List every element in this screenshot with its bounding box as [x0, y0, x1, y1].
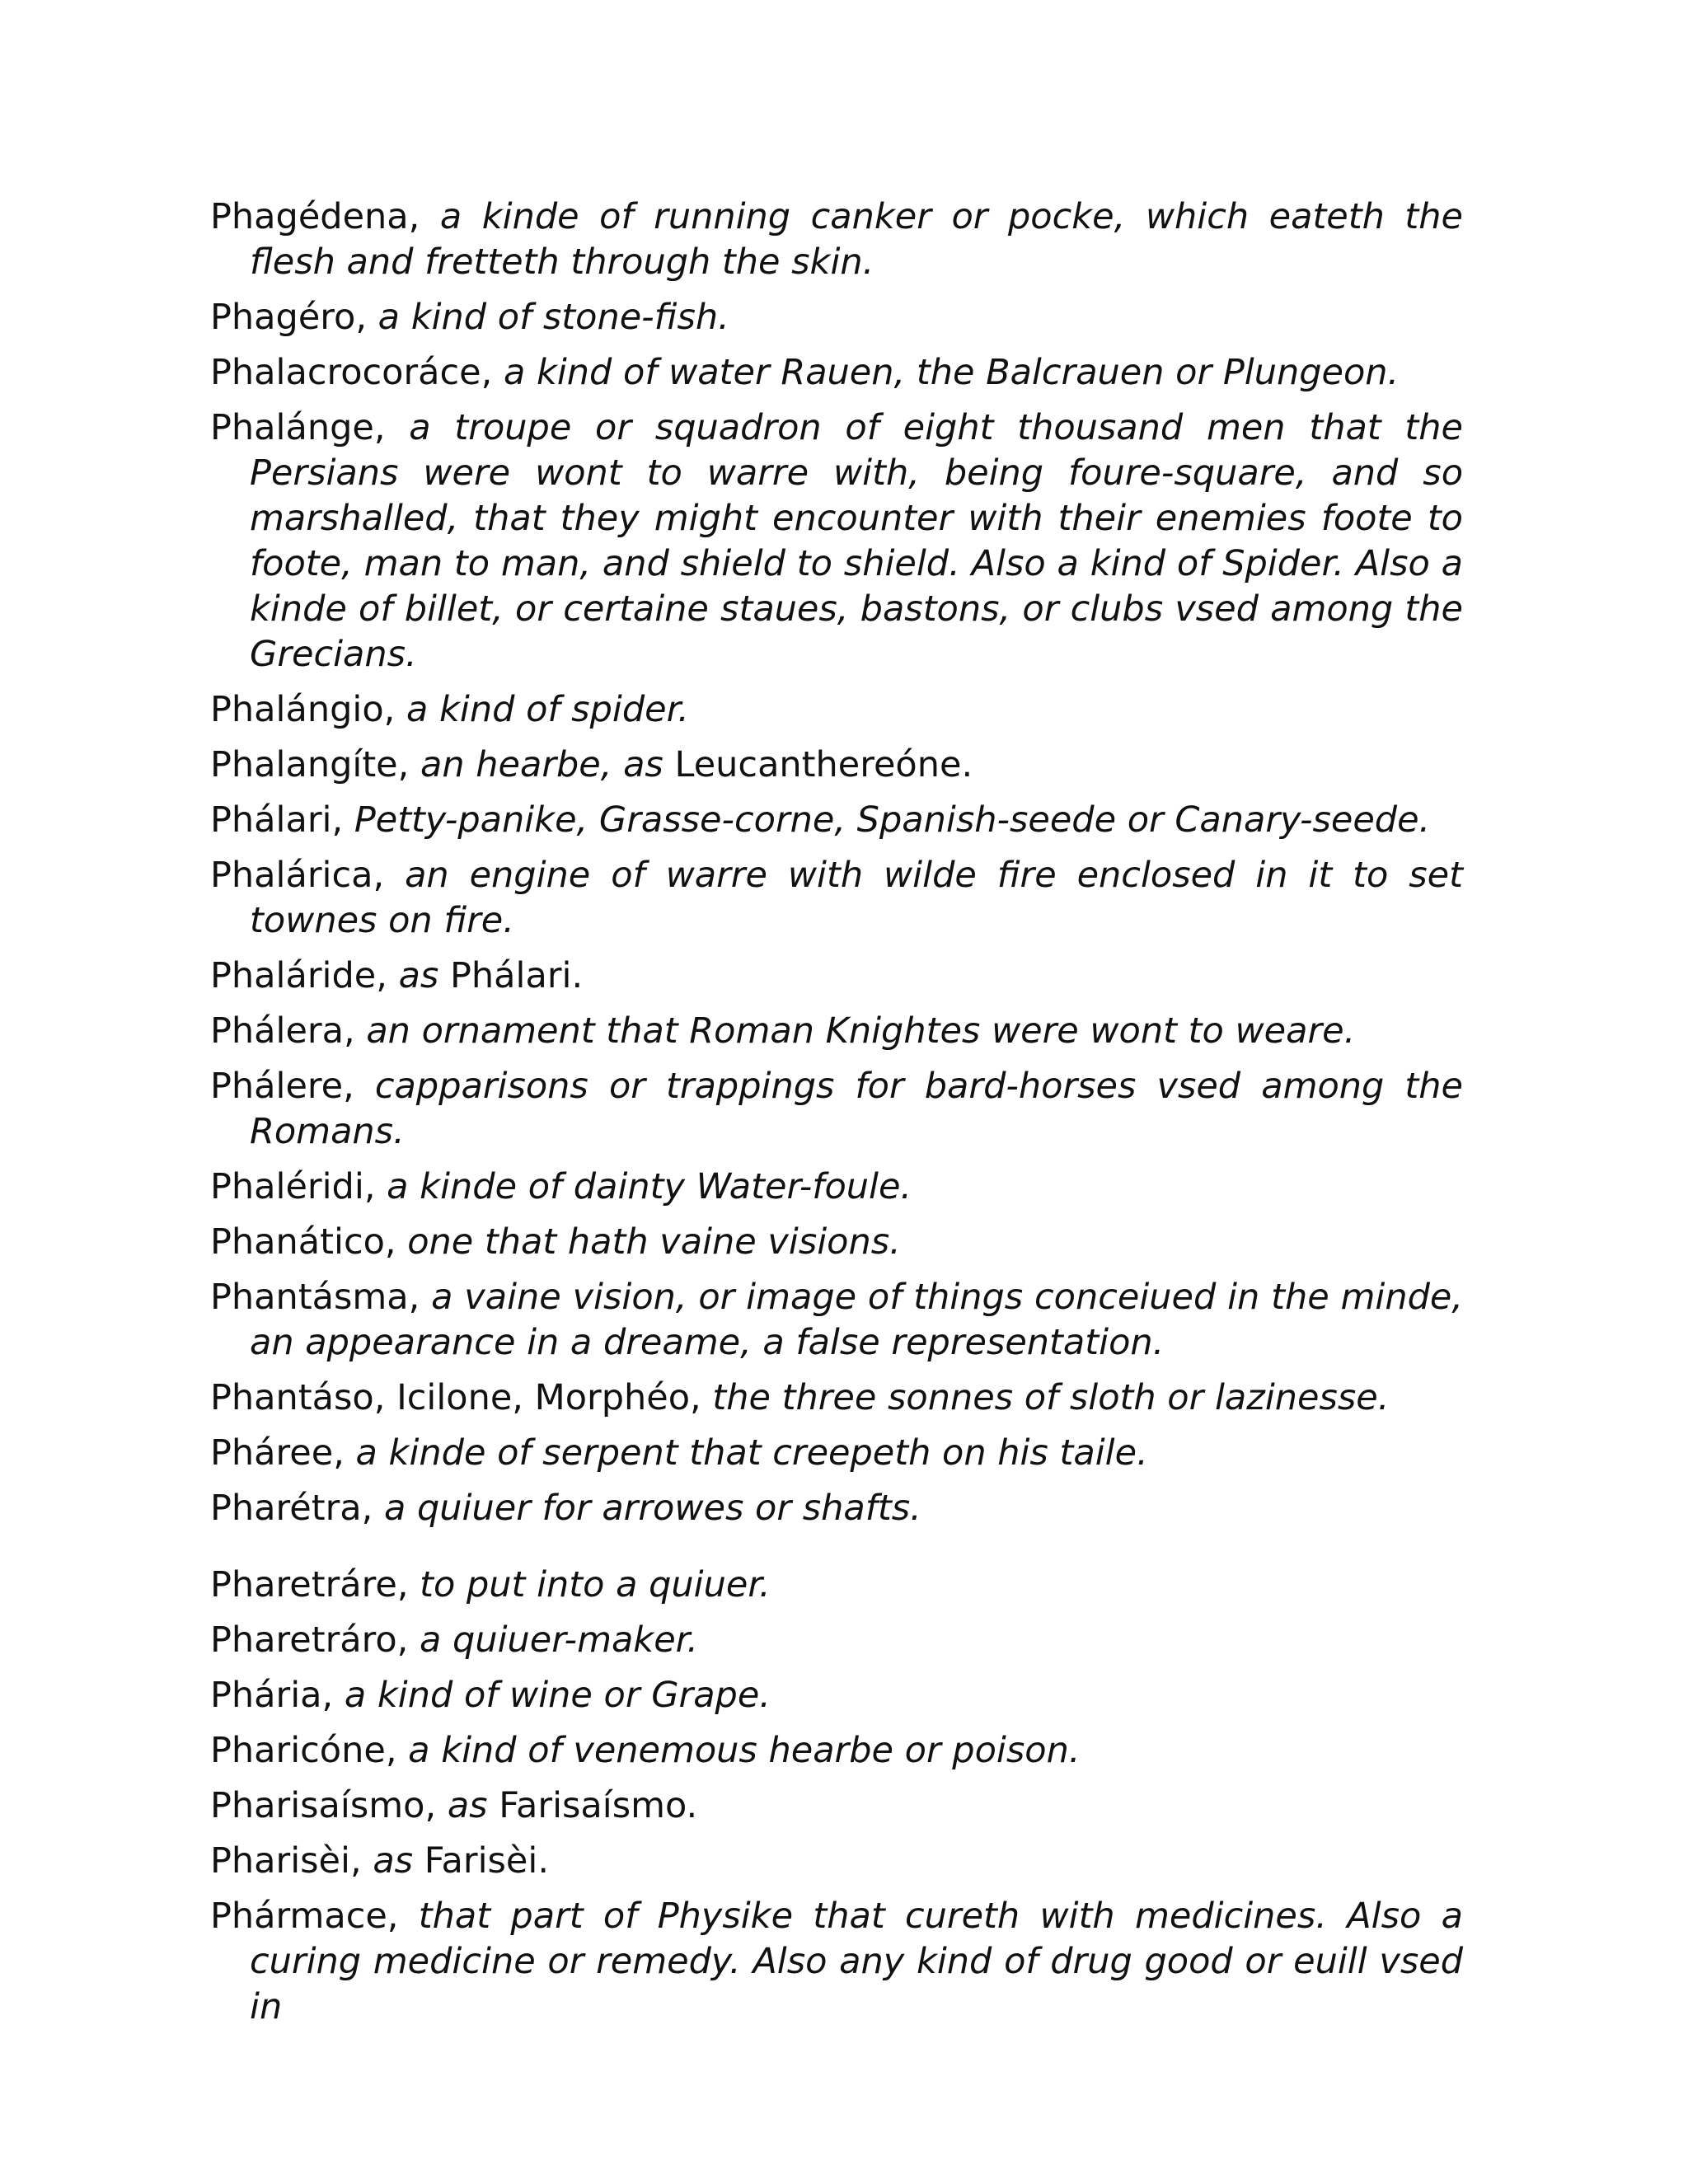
- headword: Phalángio: [210, 689, 384, 730]
- dictionary-entry: Pharetráro, a quiuer-maker.: [210, 1619, 699, 1661]
- dictionary-entry: Phagédena, a kinde of running canker or pocke, which eateth the flesh and fretteth through the skin.: [210, 196, 1463, 283]
- headword: Pháree: [210, 1432, 334, 1474]
- dictionary-entry: Phalánge, a troupe or squadron of eight thousand men that the Persians were wont to warre with, being foure-square, and so marshalled, that they might encounter with their enemies foote to foote, man to man, and shield to shield. Also a kind of Spider. Also a kinde of billet, or certaine staues, bastons, or clubs vsed among the Grecians.: [210, 407, 1463, 675]
- definition: an engine of warre with wilde fire enclosed in it to set townes on fire.: [250, 855, 1463, 941]
- dictionary-entry: Phálera, an ornament that Roman Knightes were wont to weare.: [210, 1010, 1356, 1052]
- dictionary-entry: Pharicóne, a kind of venemous hearbe or poison.: [210, 1730, 1081, 1771]
- definition: Petty-panike, Grasse-corne, Spanish-seede or Canary-seede.: [354, 799, 1431, 841]
- headword: Phagéro: [210, 297, 356, 338]
- headword: Phanático: [210, 1221, 385, 1263]
- headword: Phaláride: [210, 955, 377, 996]
- cross-reference: Leucanthereóne.: [674, 744, 973, 785]
- dictionary-entry: Phagéro, a kind of stone-fish.: [210, 297, 729, 338]
- dictionary-entry: Pharétra, a quiuer for arrowes or shafts.: [210, 1488, 921, 1529]
- definition: a troupe or squadron of eight thousand men that the Persians were wont to warre with, being foure-square, and so marshalled, that they might encounter with their enemies foote to foote, man to man, and shield to shield. Also a kind of Spider. Also a kinde of billet, or certaine staues, bastons, or clubs vsed among the Grecians.: [250, 407, 1463, 675]
- definition: a quiuer for arrowes or shafts.: [383, 1488, 921, 1529]
- headword: Phantásma: [210, 1277, 409, 1318]
- headword: Pharetráro: [210, 1619, 397, 1661]
- headword-variant: Icilone: [396, 1377, 513, 1418]
- dictionary-entry: Phalangíte, an hearbe, as Leucanthereóne.: [210, 744, 973, 785]
- headword: Phálere: [210, 1066, 344, 1107]
- definition: as: [373, 1840, 414, 1882]
- headword: Pharisaísmo: [210, 1785, 425, 1826]
- headword: Phária: [210, 1675, 322, 1716]
- headword: Phalárica: [210, 855, 373, 896]
- definition: a kind of spider.: [406, 689, 689, 730]
- definition: a vaine vision, or image of things conceiued in the minde, an appearance in a dreame, a false representation.: [250, 1277, 1464, 1363]
- definition: that part of Physike that cureth with medicines. Also a curing medicine or remedy. Also any kind of drug good or euill vsed in: [250, 1896, 1464, 2027]
- definition: an hearbe, as: [420, 744, 663, 785]
- dictionary-entry: Phantásma, a vaine vision, or image of things conceiued in the minde, an appearance in a dreame, a false representation.: [210, 1277, 1464, 1363]
- definition: a kind of venemous hearbe or poison.: [408, 1730, 1081, 1771]
- headword: Phalangíte: [210, 744, 398, 785]
- definition: as: [398, 955, 439, 996]
- cross-reference: Phálari.: [450, 955, 584, 996]
- headword: Phaléridi: [210, 1166, 364, 1207]
- headword: Phármace: [210, 1896, 387, 1937]
- definition: a kinde of running canker or pocke, which eateth the flesh and fretteth through the skin.: [250, 196, 1463, 283]
- definition: a kind of stone-fish.: [377, 297, 729, 338]
- dictionary-entry: Phalacrocoráce, a kind of water Rauen, the Balcrauen or Plungeon.: [210, 352, 1400, 393]
- cross-reference: Farisèi.: [424, 1840, 549, 1882]
- definition: a kinde of dainty Water-foule.: [387, 1166, 912, 1207]
- headword-variant: Morphéo: [534, 1377, 691, 1418]
- definition: one that hath vaine visions.: [407, 1221, 901, 1263]
- dictionary-entry: Phantáso, Icilone, Morphéo, the three sonnes of sloth or lazinesse.: [210, 1377, 1390, 1418]
- dictionary-entry: Phalárica, an engine of warre with wilde fire enclosed in it to set townes on fire.: [210, 855, 1463, 941]
- dictionary-entry: Phálari, Petty-panike, Grasse-corne, Spanish-seede or Canary-seede.: [210, 799, 1431, 841]
- dictionary-entry: Pháree, a kinde of serpent that creepeth on his taile.: [210, 1432, 1148, 1474]
- headword: Phálari: [210, 799, 332, 841]
- definition: the three sonnes of sloth or lazinesse.: [712, 1377, 1390, 1418]
- dictionary-entry: Phálere, capparisons or trappings for bard-horses vsed among the Romans.: [210, 1066, 1463, 1152]
- dictionary-entry: Phanático, one that hath vaine visions.: [210, 1221, 901, 1263]
- definition: a quiuer-maker.: [420, 1619, 699, 1661]
- dictionary-entry: Phaléridi, a kinde of dainty Water-foule.: [210, 1166, 912, 1207]
- definition: a kind of wine or Grape.: [344, 1675, 771, 1716]
- headword: Phalánge: [210, 407, 374, 448]
- headword: Pharisèi: [210, 1840, 350, 1882]
- dictionary-entry: Pharetráre, to put into a quiuer.: [210, 1564, 771, 1605]
- dictionary-entry: Phalángio, a kind of spider.: [210, 689, 689, 730]
- headword: Phagédena: [210, 196, 409, 237]
- dictionary-page: [210, 194, 1463, 2040]
- headword: Pharétra: [210, 1488, 362, 1529]
- dictionary-entry: Phária, a kind of wine or Grape.: [210, 1675, 771, 1716]
- definition: an ornament that Roman Knightes were wont to weare.: [366, 1010, 1356, 1052]
- headword: Phantáso: [210, 1377, 374, 1418]
- definition: as: [447, 1785, 488, 1826]
- cross-reference: Farisaísmo.: [499, 1785, 698, 1826]
- dictionary-entry: Phaláride, as Phálari.: [210, 955, 584, 996]
- headword: Phalacrocoráce: [210, 352, 481, 393]
- definition: a kinde of serpent that creepeth on his taile.: [355, 1432, 1148, 1474]
- definition: capparisons or trappings for bard-horses vsed among the Romans.: [250, 1066, 1463, 1152]
- dictionary-entry: Pharisaísmo, as Farisaísmo.: [210, 1785, 698, 1826]
- headword: Pharicóne: [210, 1730, 386, 1771]
- definition: to put into a quiuer.: [420, 1564, 771, 1605]
- definition: a kind of water Rauen, the Balcrauen or Plungeon.: [503, 352, 1400, 393]
- dictionary-entry: Phármace, that part of Physike that cureth with medicines. Also a curing medicine or remedy. Also any kind of drug good or euill vsed in: [210, 1896, 1464, 2027]
- headword: Phálera: [210, 1010, 344, 1052]
- dictionary-entry: Pharisèi, as Farisèi.: [210, 1840, 549, 1882]
- headword: Pharetráre: [210, 1564, 397, 1605]
